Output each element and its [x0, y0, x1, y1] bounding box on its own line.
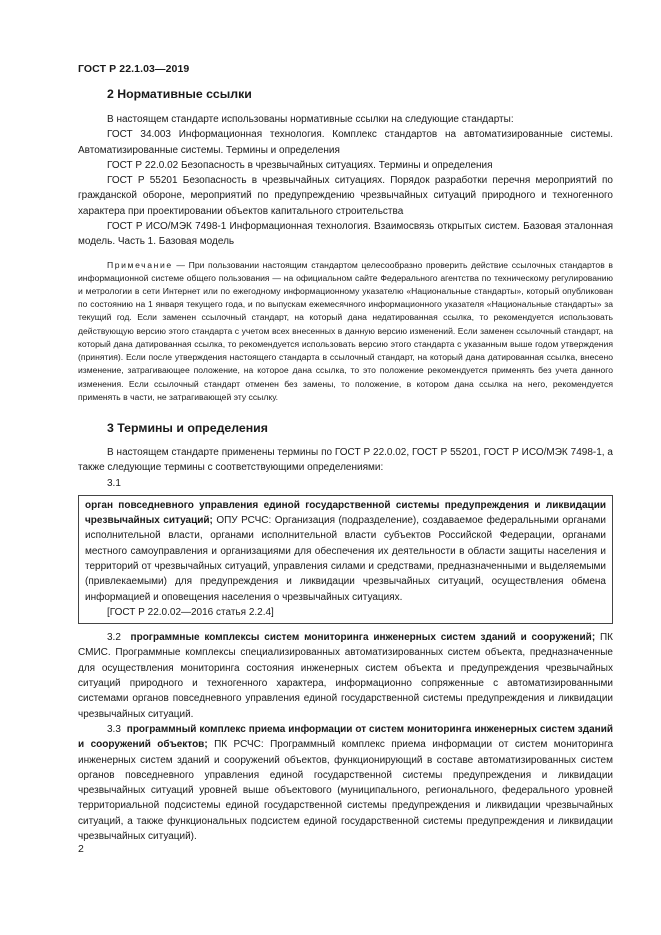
term-text: ПК РСЧС: Программный комплекс приема информации от систем мониторинга инженерных систем зданий и сооружений объектов, функционирующий в составе автоматизированных систем органов повседневного управления единой государственной системы предупреждения и ликвидации чрезвычайных ситуаций уровней выше объектового (муниципального, регионального, федерального уровней территориальной подсистемы единой государственной системы предупреждения и ликвидации чрезвычайных ситуаций, а также функциональных подсистем единой государственной системы предупреждения и ликвидации чрезвычайных ситуаций). [78, 739, 614, 843]
note-paragraph [78, 259, 613, 404]
note-label: Примечание [107, 259, 173, 270]
reference-item: ГОСТ Р 22.0.02 Безопасность в чрезвычайных ситуациях. Термины и определения [107, 159, 493, 171]
reference-item: ГОСТ Р ИСО/МЭК 7498-1 Информационная технология. Взаимосвязь открытых систем. Базовая эталонная модель. Часть 1. Базовая модель [78, 221, 613, 248]
document-header: ГОСТ Р 22.1.03—2019 [78, 63, 190, 75]
section-3-title: 3 Термины и определения [107, 420, 268, 435]
term-number: 3.3 [107, 723, 121, 735]
term-definition [78, 722, 613, 844]
term-definition-box [78, 495, 613, 624]
page-number: 2 [78, 843, 84, 855]
term-text: ПК СМИС. Программные комплексы специализированных автоматизированных систем объекта, предназначенные для осуществления мониторинга состояния инженерных систем объекта и предупреждения чрезвычайных ситуаций природного и техногенного характера, информационно сопряженные с автоматизированными системами органов повседневного управления единой государственной системы предупреждения и ликвидации чрезвычайных ситуаций. [78, 632, 613, 720]
term-definition [85, 498, 606, 605]
reference-item: ГОСТ 34.003 Информационная технология. Комплекс стандартов на автоматизированные системы. Автоматизированные системы. Термины и определения [78, 129, 613, 156]
term-number: 3.2 [107, 632, 121, 644]
term-name: программные комплексы систем мониторинга инженерных систем зданий и сооружений; [130, 632, 596, 644]
reference-item: ГОСТ Р 55201 Безопасность в чрезвычайных ситуациях. Порядок разработки перечня мероприятий по гражданской обороне, мероприятий по предупреждению чрезвычайных ситуаций природного и техногенного характера при проектировании объектов капитального строительства [78, 175, 613, 217]
note-text: — При пользовании настоящим стандартом целесообразно проверить действие ссылочных стандартов в информационной системе общего пользования — на официальном сайте Федерального агентства по техническому регулированию и метрологии в сети Интернет или по ежегодному информационному указателю «Национальные стандарты», который опубликован по состоянию на 1 января текущего года, и по выпускам ежемесячного информационного указателя «Национальные стандарты» за текущий год. Если заменен ссылочный стандарт, на который дана недатированная ссылка, то рекомендуется использовать действующую версию этого стандарта с учетом всех внесенных в данную версию изменений. Если заменен ссылочный стандарт, на который дана датированная ссылка, то рекомендуется использовать версию этого стандарта с указанным выше годом утверждения (принятия). Если после утверждения настоящего стандарта в ссылочный стандарт, на который дана датированная ссылка, внесено изменение, затрагивающее положение, на которое дана ссылка, то это положение рекомендуется применять без учета данного изменения. Если ссылочный стандарт отменен без замены, то положение, в котором дана ссылка на него, рекомендуется применять в части, не затрагивающей эту ссылку. [78, 259, 613, 402]
term-definition [78, 630, 613, 722]
page-content [78, 86, 613, 844]
section-2-intro: В настоящем стандарте использованы нормативные ссылки на следующие стандарты: [107, 114, 514, 125]
term-source: [ГОСТ Р 22.0.02—2016 статья 2.2.4] [107, 606, 274, 618]
section-2-title: 2 Нормативные ссылки [107, 87, 252, 101]
term-name: программный комплекс приема информации от систем мониторинга инженерных систем зданий и сооружений объектов; [78, 723, 613, 751]
term-name: орган повседневного управления единой государственной системы предупреждения и ликвидации чрезвычайных ситуаций; [85, 499, 606, 527]
term-text: ОПУ РСЧС: Организация (подразделение), создаваемое федеральными органами исполнительной власти, органами исполнительной власти субъектов Российской Федерации, органами местного самоуправления и организациями для обеспечения их деятельности в области защиты населения и территорий от чрезвычайных ситуаций, управления силами и средствами, предназначенными и выделяемыми (привлекаемыми) для предупреждения и ликвидации чрезвычайных ситуаций, осуществления обмена информацией и оповещения населения о чрезвычайных ситуациях. [85, 515, 606, 603]
term-number: 3.1 [107, 477, 121, 489]
section-3-intro: В настоящем стандарте применены термины по ГОСТ Р 22.0.02, ГОСТ Р 55201, ГОСТ Р ИСО/МЭК 7498-1, а также следующие термины с соответствующими определениями: [78, 446, 613, 474]
